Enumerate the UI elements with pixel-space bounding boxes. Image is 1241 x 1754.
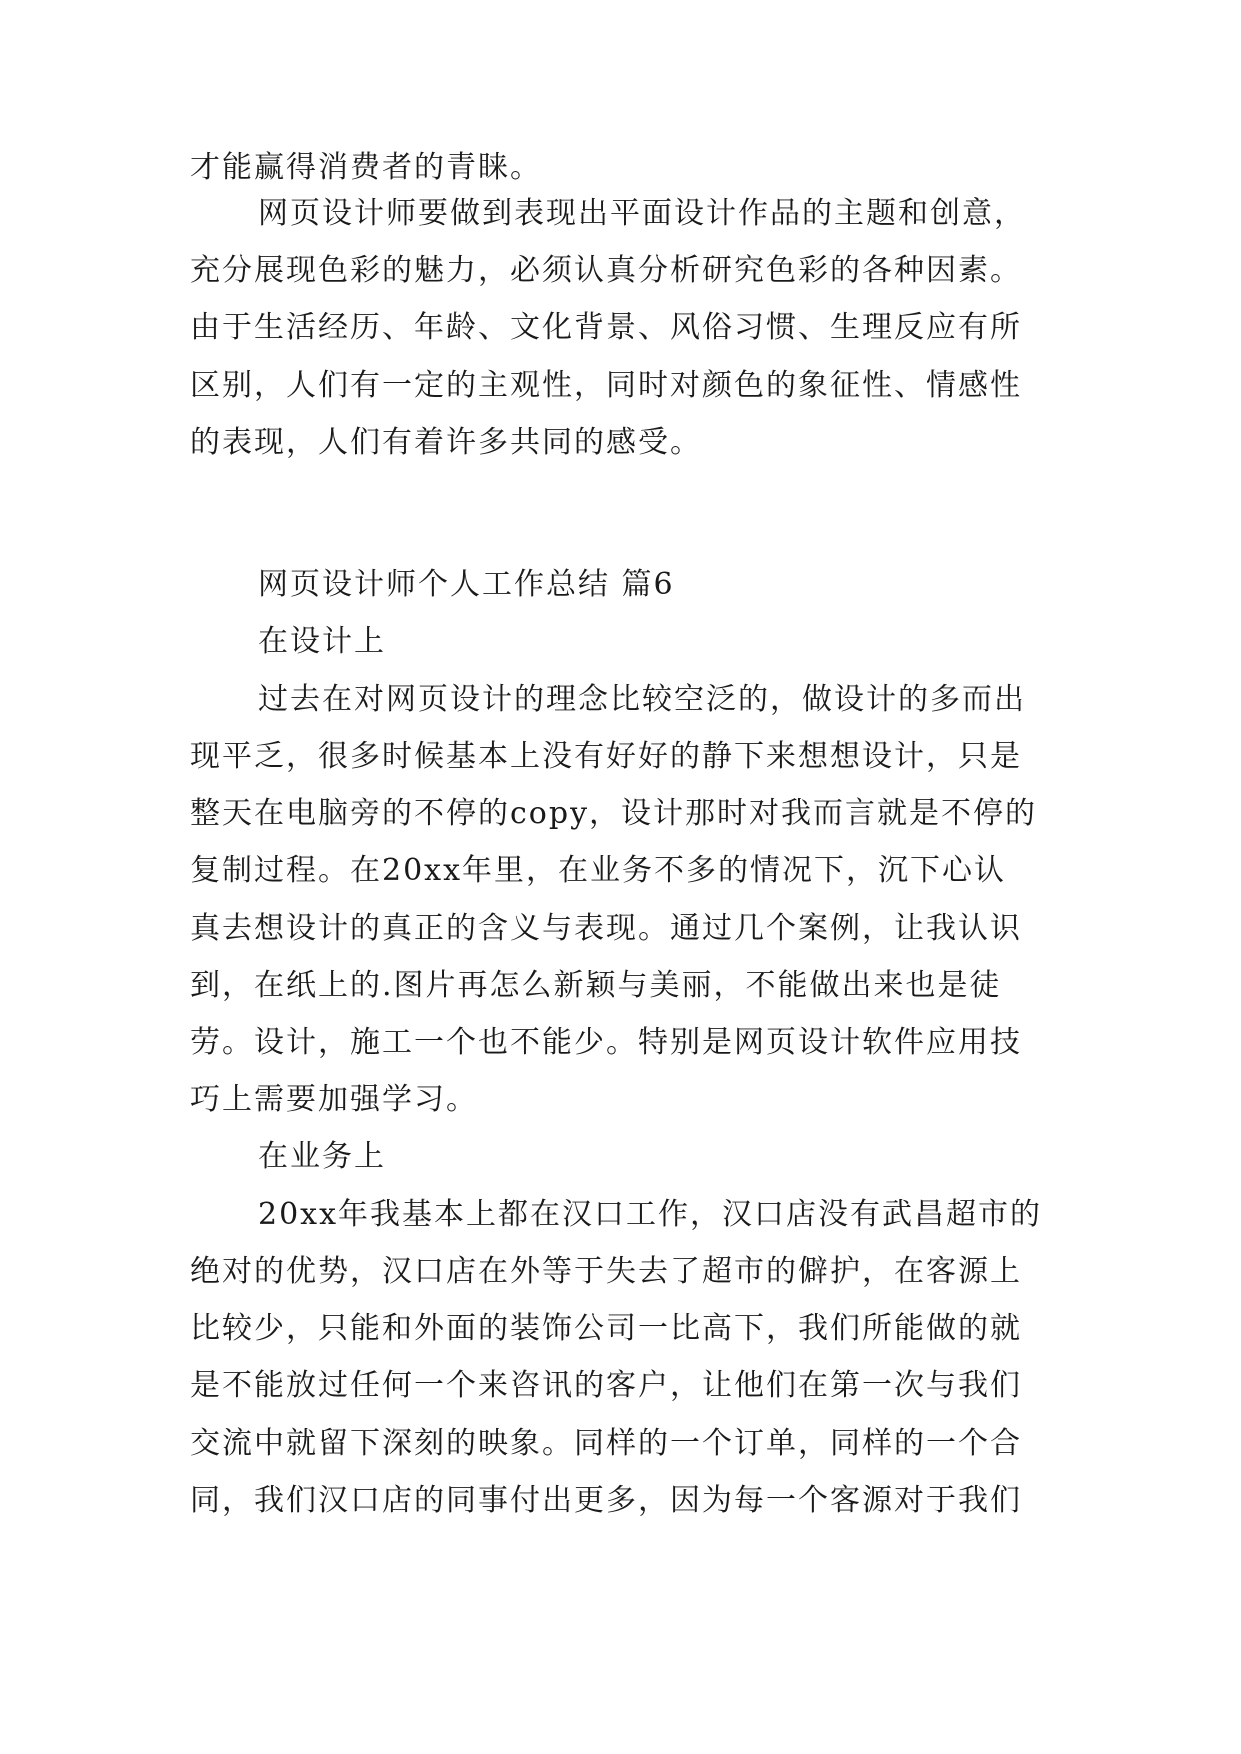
text-line: 同，我们汉口店的同事付出更多，因为每一个客源对于我们 <box>190 1483 1022 1518</box>
text-line: 网页设计师要做到表现出平面设计作品的主题和创意， <box>258 196 1026 231</box>
text-line: 区别，人们有一定的主观性，同时对颜色的象征性、情感性 <box>190 368 1022 403</box>
text-line: 20xx年我基本上都在汉口工作，汉口店没有武昌超市的 <box>258 1197 1043 1232</box>
text-line: 由于生活经历、年龄、文化背景、风俗习惯、生理反应有所 <box>190 310 1022 345</box>
text-line: 劳。设计，施工一个也不能少。特别是网页设计软件应用技 <box>190 1025 1022 1060</box>
text-line: 交流中就留下深刻的映象。同样的一个订单，同样的一个合 <box>190 1426 1022 1461</box>
text-line: 绝对的优势，汉口店在外等于失去了超市的僻护，在客源上 <box>190 1254 1022 1289</box>
text-line: 是不能放过任何一个来咨讯的客户，让他们在第一次与我们 <box>190 1368 1022 1403</box>
text-line: 才能赢得消费者的青睐。 <box>190 150 542 185</box>
section-heading: 网页设计师个人工作总结 篇6 <box>258 567 675 602</box>
text-line: 巧上需要加强学习。 <box>190 1082 478 1117</box>
text-line: 真去想设计的真正的含义与表现。通过几个案例，让我认识 <box>190 911 1022 946</box>
subsection-heading: 在设计上 <box>258 624 386 659</box>
text-line: 比较少，只能和外面的装饰公司一比高下，我们所能做的就 <box>190 1311 1022 1346</box>
subsection-heading: 在业务上 <box>258 1139 386 1174</box>
text-line: 整天在电脑旁的不停的copy，设计那时对我而言就是不停的 <box>190 796 1038 831</box>
text-line: 复制过程。在20xx年里，在业务不多的情况下，沉下心认 <box>190 853 1007 888</box>
text-line: 现平乏，很多时候基本上没有好好的静下来想想设计，只是 <box>190 739 1022 774</box>
text-line: 的表现，人们有着许多共同的感受。 <box>190 425 702 460</box>
text-line: 过去在对网页设计的理念比较空泛的，做设计的多而出 <box>258 682 1026 717</box>
text-line: 到，在纸上的.图片再怎么新颖与美丽，不能做出来也是徒 <box>190 968 1002 1003</box>
text-line: 充分展现色彩的魅力，必须认真分析研究色彩的各种因素。 <box>190 253 1022 288</box>
